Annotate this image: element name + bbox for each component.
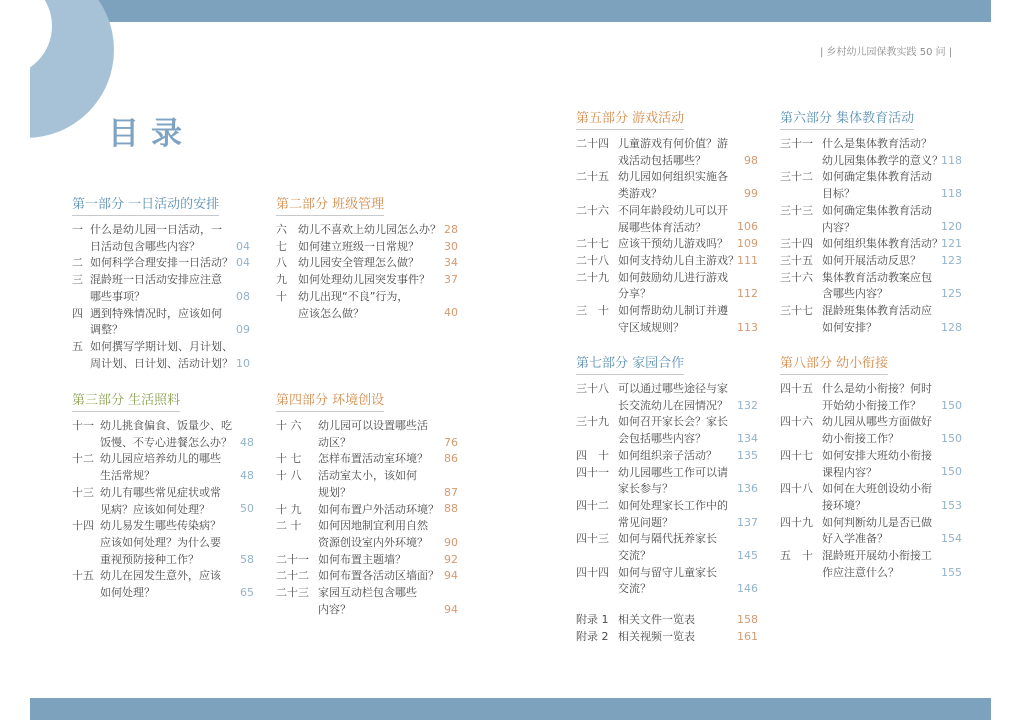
toc-entry-number: 三十六 xyxy=(780,270,813,284)
toc-entry xyxy=(276,502,458,519)
toc-entry-number: 二十八 xyxy=(576,253,609,267)
toc-entry-page-number: 135 xyxy=(737,448,758,462)
toc-entry-page-number: 37 xyxy=(444,273,458,287)
toc-entry xyxy=(72,451,254,484)
toc-entry-title: 幼儿挑食偏食、饭量少、吃 饭慢、不专心进餐怎么办？ xyxy=(100,419,232,449)
toc-entry-number: 十五 xyxy=(72,569,94,583)
toc-entry-number: 六 xyxy=(276,223,287,236)
toc-entry-number: 二十七 xyxy=(576,237,609,251)
toc-entry xyxy=(780,481,962,514)
toc-entry-page-number: 99 xyxy=(744,187,758,201)
toc-entry-page-number: 08 xyxy=(236,289,250,303)
toc-entry-page-number: 121 xyxy=(941,237,962,251)
top-decorative-bar xyxy=(30,0,991,22)
toc-entry xyxy=(72,485,254,518)
toc-entry xyxy=(72,339,250,372)
toc-entry xyxy=(576,565,758,598)
toc-entry-page-number: 111 xyxy=(737,253,758,267)
toc-entry-page-number: 120 xyxy=(941,220,962,234)
toc-entry-number: 附录 2 xyxy=(576,629,609,643)
toc-entry xyxy=(576,169,758,202)
toc-entry-title: 如何安排大班幼小衔接 课程内容？ xyxy=(822,448,932,479)
toc-entry xyxy=(780,381,962,414)
toc-entry-title: 可以通过哪些途径与家 长交流幼儿在园情况？ xyxy=(618,382,728,412)
toc-entry-page-number: 128 xyxy=(941,320,962,334)
toc-entry-title: 幼儿园可以设置哪些活 动区？ xyxy=(318,419,428,449)
toc-entry-number: 三十九 xyxy=(576,415,609,429)
toc-entry xyxy=(72,306,250,339)
toc-entry xyxy=(780,448,962,481)
toc-entry-page-number: 125 xyxy=(941,287,962,301)
toc-entry-title: 如何支持幼儿自主游戏？ xyxy=(618,253,739,267)
toc-entry xyxy=(780,270,962,303)
toc-entry xyxy=(576,236,758,253)
toc-entry-number: 三十七 xyxy=(780,304,813,317)
toc-entry-title: 如何在大班创设幼小衔 接环境？ xyxy=(822,482,932,512)
toc-entry xyxy=(780,136,962,169)
toc-entry-page-number: 109 xyxy=(737,237,758,251)
toc-entry-title: 集体教育活动教案应包 含哪些内容？ xyxy=(822,270,932,301)
toc-entry-page-number: 58 xyxy=(240,552,254,566)
toc-entry-page-number: 112 xyxy=(737,287,758,301)
toc-entry-title: 什么是集体教育活动？ 幼儿园集体教学的意义？ xyxy=(822,137,943,167)
toc-entry xyxy=(780,303,962,336)
toc-entry-number: 三十八 xyxy=(576,382,609,395)
toc-entry xyxy=(576,414,758,447)
section-title-1: 第一部分 一日活动的安排 xyxy=(72,193,219,216)
section-title-2: 第二部分 班级管理 xyxy=(276,193,384,216)
toc-entry xyxy=(276,585,458,618)
toc-entry-title: 幼儿园哪些工作可以请 家长参与？ xyxy=(618,465,728,496)
toc-entry-number: 三十四 xyxy=(780,237,813,251)
toc-entry-number: 十一 xyxy=(72,419,94,432)
toc-entry-title: 如何组织集体教育活动？ xyxy=(822,237,943,251)
toc-entry-page-number: 150 xyxy=(941,432,962,446)
toc-entry-number: 附录 1 xyxy=(576,613,609,626)
toc-entry-page-number: 48 xyxy=(240,435,254,449)
toc-entry-page-number: 136 xyxy=(737,482,758,496)
toc-entry-number: 十三 xyxy=(72,485,94,499)
toc-entry xyxy=(276,418,458,451)
toc-entry xyxy=(780,169,962,202)
toc-entry-number: 十 六 xyxy=(276,419,302,432)
toc-entry-number: 四十四 xyxy=(576,565,609,579)
toc-entry-page-number: 123 xyxy=(941,253,962,267)
toc-entry-number: 九 xyxy=(276,273,287,287)
toc-entry xyxy=(576,465,758,498)
toc-entry-page-number: 137 xyxy=(737,515,758,529)
toc-entry-title: 应该干预幼儿游戏吗？ xyxy=(618,237,728,251)
toc-entry-number: 三十五 xyxy=(780,253,813,267)
toc-entry xyxy=(576,136,758,169)
toc-entry-page-number: 161 xyxy=(737,629,758,643)
toc-entry-title: 幼儿有哪些常见症状或常 见病？应该如何处理？ xyxy=(100,485,221,516)
toc-entry-page-number: 158 xyxy=(737,612,758,626)
toc-entry-number: 三 十 xyxy=(576,304,609,317)
toc-entry-number: 四 十 xyxy=(576,448,609,462)
toc-entry-number: 四 xyxy=(72,306,83,320)
toc-entry xyxy=(780,414,962,447)
toc-entry xyxy=(576,253,758,270)
section-title-3: 第三部分 生活照料 xyxy=(72,389,180,412)
toc-entry xyxy=(72,272,250,305)
section-title-7: 第七部分 家园合作 xyxy=(576,352,684,375)
toc-entry-number: 四十八 xyxy=(780,482,813,496)
toc-entry-title: 混龄班一日活动安排应注意 哪些事项？ xyxy=(90,273,222,303)
toc-entry-number: 四十六 xyxy=(780,415,813,429)
toc-entry-title: 什么是幼儿园一日活动，一 日活动包含哪些内容？ xyxy=(90,223,222,253)
toc-entry xyxy=(72,255,250,272)
toc-entry-page-number: 155 xyxy=(941,565,962,579)
toc-entry-page-number: 76 xyxy=(444,435,458,449)
toc-entry-number: 八 xyxy=(276,256,287,270)
toc-entry-page-number: 90 xyxy=(444,535,458,549)
toc-entry-title: 儿童游戏有何价值？游 戏活动包括哪些？ xyxy=(618,137,728,167)
toc-entry xyxy=(276,289,458,322)
toc-entry-number: 二十六 xyxy=(576,203,609,217)
toc-entry-number: 四十九 xyxy=(780,515,813,529)
toc-entry-page-number: 50 xyxy=(240,502,254,516)
section-title-4: 第四部分 环境创设 xyxy=(276,389,384,412)
toc-entry xyxy=(276,272,458,289)
toc-entry xyxy=(72,518,254,568)
toc-entry-number: 十 八 xyxy=(276,469,302,483)
toc-entry-number: 四十一 xyxy=(576,465,609,479)
section-title-6: 第六部分 集体教育活动 xyxy=(780,107,914,130)
toc-entry-page-number: 30 xyxy=(444,239,458,253)
toc-entry xyxy=(576,498,758,531)
toc-entry-page-number: 118 xyxy=(941,187,962,201)
toc-entry-page-number: 146 xyxy=(737,582,758,596)
toc-entry xyxy=(576,203,758,236)
toc-entry-number: 二十四 xyxy=(576,137,609,150)
toc-entry-page-number: 145 xyxy=(737,548,758,562)
toc-entry-page-number: 118 xyxy=(941,153,962,167)
toc-entry-title: 如何布置户外活动环境？ xyxy=(318,502,439,516)
toc-entry-number: 四十五 xyxy=(780,382,813,395)
toc-entry xyxy=(576,629,758,646)
toc-entry-page-number: 132 xyxy=(737,398,758,412)
toc-entry-title: 幼儿园应培养幼儿的哪些 生活常规？ xyxy=(100,452,221,483)
toc-entry-title: 如何处理家长工作中的 常见问题？ xyxy=(618,498,728,529)
toc-entry-number: 二十五 xyxy=(576,170,609,184)
toc-entry-title: 幼儿在园发生意外，应该 如何处理？ xyxy=(100,569,221,599)
page-title: 目录 xyxy=(108,116,194,152)
toc-entry-title: 幼儿园安全管理怎么做？ xyxy=(298,256,419,270)
toc-entry-title: 什么是幼小衔接？何时 开始幼小衔接工作？ xyxy=(822,382,932,412)
toc-entry-title: 相关文件一览表 xyxy=(618,613,695,626)
toc-entry-number: 四十三 xyxy=(576,532,609,546)
toc-entry-page-number: 106 xyxy=(737,220,758,234)
toc-entry-title: 混龄班开展幼小衔接工 作应注意什么？ xyxy=(822,549,932,579)
toc-entry-number: 十 xyxy=(276,289,287,303)
toc-entry-title: 如何处理幼儿园突发事件？ xyxy=(298,273,430,287)
toc-entry xyxy=(276,518,458,551)
toc-entry-number: 七 xyxy=(276,239,287,253)
toc-entry-page-number: 154 xyxy=(941,532,962,546)
toc-entry-page-number: 40 xyxy=(444,306,458,320)
toc-entry xyxy=(276,239,458,256)
toc-entry-page-number: 04 xyxy=(236,239,250,253)
toc-entry xyxy=(72,568,254,601)
toc-entry-number: 十 七 xyxy=(276,452,302,466)
toc-entry xyxy=(276,552,458,569)
toc-entry-number: 三十三 xyxy=(780,203,813,217)
toc-entry xyxy=(576,303,758,336)
toc-entry-title: 如何因地制宜利用自然 资源创设室内外环境？ xyxy=(318,519,428,549)
toc-entry-number: 十四 xyxy=(72,519,94,533)
toc-entry-page-number: 48 xyxy=(240,469,254,483)
toc-entry-title: 如何撰写学期计划、月计划、 周计划、日计划、活动计划？ xyxy=(90,339,233,370)
toc-entry-title: 如何鼓励幼儿进行游戏 分享？ xyxy=(618,270,728,301)
toc-entry xyxy=(276,222,458,239)
toc-entry-title: 如何确定集体教育活动 内容？ xyxy=(822,203,932,234)
toc-entry-number: 四十二 xyxy=(576,498,609,512)
toc-entry-number: 二十二 xyxy=(276,569,309,583)
toc-entry-page-number: 04 xyxy=(236,256,250,270)
toc-entry-title: 如何开展活动反思？ xyxy=(822,253,921,267)
toc-entry-page-number: 10 xyxy=(236,356,250,370)
toc-entry xyxy=(780,548,962,581)
toc-entry-title: 幼儿不喜欢上幼儿园怎么办？ xyxy=(298,223,441,236)
toc-entry xyxy=(276,255,458,272)
running-head: | 乡村幼儿园保教实践 50 问 | xyxy=(820,47,953,58)
toc-entry-title: 如何确定集体教育活动 目标？ xyxy=(822,170,932,201)
toc-entry-number: 一 xyxy=(72,223,83,236)
toc-entry-number: 二十三 xyxy=(276,586,309,599)
toc-entry-page-number: 153 xyxy=(941,498,962,512)
toc-entry-number: 十 九 xyxy=(276,502,302,516)
toc-entry-title: 如何帮助幼儿制订并遵 守区域规则？ xyxy=(618,304,728,334)
toc-entry-number: 五 xyxy=(72,339,83,353)
toc-entry-page-number: 94 xyxy=(444,602,458,616)
toc-entry xyxy=(576,612,758,629)
toc-entry-title: 如何与隔代抚养家长 交流？ xyxy=(618,532,717,562)
toc-entry-title: 幼儿出现“不良”行为， 应该怎么做？ xyxy=(298,289,409,320)
toc-entry-title: 如何召开家长会？家长 会包括哪些内容？ xyxy=(618,415,728,446)
toc-entry-title: 如何科学合理安排一日活动？ xyxy=(90,256,233,270)
toc-entry xyxy=(576,270,758,303)
toc-entry-title: 混龄班集体教育活动应 如何安排？ xyxy=(822,304,932,334)
toc-entry-title: 如何判断幼儿是否已做 好入学准备？ xyxy=(822,515,932,546)
toc-entry-title: 遇到特殊情况时，应该如何 调整？ xyxy=(90,306,222,337)
toc-entry-number: 二十一 xyxy=(276,552,309,566)
toc-entry-page-number: 65 xyxy=(240,585,254,599)
toc-entry-page-number: 98 xyxy=(744,153,758,167)
toc-entry xyxy=(780,515,962,548)
toc-entry-page-number: 113 xyxy=(737,320,758,334)
toc-entry-title: 如何布置各活动区墙面？ xyxy=(318,569,439,583)
toc-entry-page-number: 134 xyxy=(737,432,758,446)
toc-entry-page-number: 34 xyxy=(444,256,458,270)
toc-entry-title: 相关视频一览表 xyxy=(618,629,695,643)
toc-entry-number: 二 十 xyxy=(276,519,302,533)
toc-entry-title: 如何布置主题墙？ xyxy=(318,552,406,566)
toc-entry-number: 四十七 xyxy=(780,448,813,462)
toc-entry-title: 不同年龄段幼儿可以开 展哪些体育活动？ xyxy=(618,203,728,234)
toc-entry xyxy=(72,418,254,451)
toc-entry-page-number: 92 xyxy=(444,552,458,566)
toc-entry-page-number: 94 xyxy=(444,569,458,583)
toc-entry-title: 幼儿园如何组织实施各 类游戏？ xyxy=(618,170,728,201)
toc-entry xyxy=(72,222,250,255)
toc-entry xyxy=(576,531,758,564)
toc-entry xyxy=(276,468,458,501)
toc-entry-title: 如何组织亲子活动？ xyxy=(618,448,717,462)
toc-entry xyxy=(576,381,758,414)
toc-entry-page-number: 88 xyxy=(444,502,458,516)
toc-entry-number: 三十一 xyxy=(780,137,813,150)
section-title-8: 第八部分 幼小衔接 xyxy=(780,352,888,375)
toc-entry-number: 十二 xyxy=(72,452,94,466)
toc-entry-title: 幼儿易发生哪些传染病？ 应该如何处理？为什么要 重视预防接种工作？ xyxy=(100,519,221,566)
toc-entry xyxy=(576,448,758,465)
toc-entry-page-number: 28 xyxy=(444,222,458,236)
toc-entry-number: 三十二 xyxy=(780,170,813,184)
toc-entry xyxy=(780,236,962,253)
toc-entry xyxy=(780,203,962,236)
toc-entry-number: 二十九 xyxy=(576,270,609,284)
toc-entry-number: 三 xyxy=(72,273,83,287)
toc-entry-title: 家园互动栏包含哪些 内容？ xyxy=(318,586,417,616)
toc-entry-page-number: 87 xyxy=(444,485,458,499)
toc-entry-title: 幼儿园从哪些方面做好 幼小衔接工作？ xyxy=(822,415,932,446)
toc-entry-title: 活动室太小，该如何 规划？ xyxy=(318,469,417,499)
toc-entry-title: 怎样布置活动室环境？ xyxy=(318,452,428,466)
toc-entry-page-number: 86 xyxy=(444,452,458,466)
section-title-5: 第五部分 游戏活动 xyxy=(576,107,684,130)
toc-entry xyxy=(276,451,458,468)
toc-entry-page-number: 150 xyxy=(941,398,962,412)
toc-entry-page-number: 150 xyxy=(941,465,962,479)
toc-entry-number: 二 xyxy=(72,256,83,270)
toc-entry-page-number: 09 xyxy=(236,323,250,337)
toc-entry xyxy=(780,253,962,270)
toc-entry-title: 如何建立班级一日常规？ xyxy=(298,239,419,253)
toc-entry xyxy=(276,568,458,585)
toc-entry-title: 如何与留守儿童家长 交流？ xyxy=(618,565,717,596)
bottom-decorative-bar xyxy=(30,698,991,720)
toc-entry-number: 五 十 xyxy=(780,549,813,562)
